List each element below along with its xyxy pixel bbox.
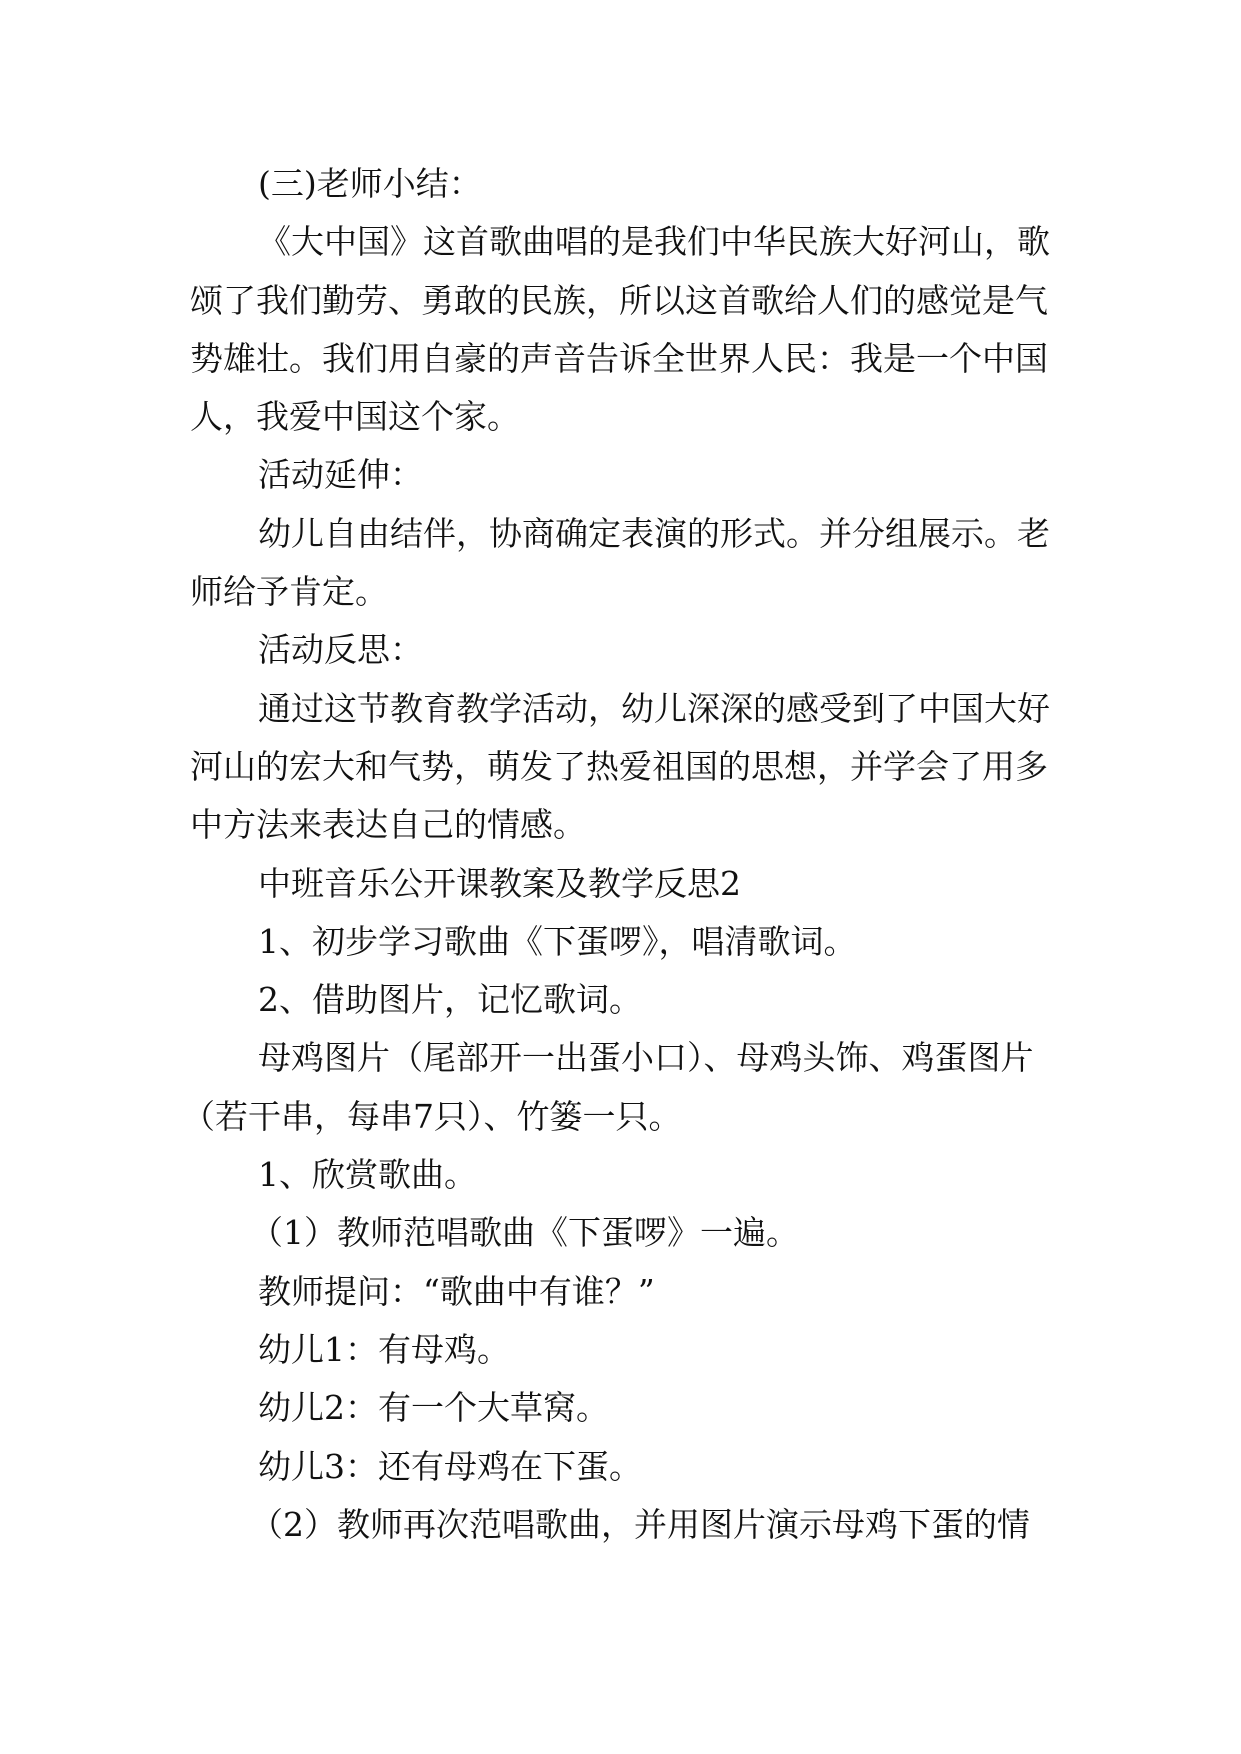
paragraph-line: 师给予肯定。 [190, 572, 388, 612]
goal-item: 2、借助图片，记忆歌词。 [258, 980, 642, 1020]
materials-line: 母鸡图片（尾部开一出蛋小口）、母鸡头饰、鸡蛋图片 [258, 1038, 1034, 1078]
section-title: 中班音乐公开课教案及教学反思2 [258, 863, 741, 903]
paragraph-line: 颂了我们勤劳、勇敢的民族，所以这首歌给人们的感觉是气 [190, 280, 1048, 320]
materials-line: （若干串，每串7只）、竹篓一只。 [182, 1096, 682, 1136]
process-step: 1、欣赏歌曲。 [258, 1155, 477, 1195]
paragraph-line: 势雄壮。我们用自豪的声音告诉全世界人民：我是一个中国 [190, 338, 1048, 378]
goal-item: 1、初步学习歌曲《下蛋啰》，唱清歌词。 [258, 921, 857, 961]
paragraph-line: 幼儿自由结伴，协商确定表演的形式。并分组展示。老 [258, 513, 1050, 553]
dialogue-line: 幼儿3：还有母鸡在下蛋。 [258, 1446, 642, 1486]
paragraph-line: 人，我爱中国这个家。 [190, 397, 520, 437]
subheading-teacher-summary: (三)老师小结： [258, 164, 482, 203]
dialogue-line: 幼儿1：有母鸡。 [258, 1329, 510, 1369]
dialogue-line: 幼儿2：有一个大草窝。 [258, 1388, 609, 1428]
dialogue-line: 教师提问：“歌曲中有谁？” [258, 1271, 655, 1311]
subheading-activity-extension: 活动延伸： [258, 455, 423, 495]
document-body [182, 155, 1054, 1554]
paragraph-line: 《大中国》这首歌曲唱的是我们中华民族大好河山，歌 [258, 222, 1050, 262]
paragraph-line: 通过这节教育教学活动，幼儿深深的感受到了中国大好 [258, 688, 1050, 728]
paragraph-line: 中方法来表达自己的情感。 [190, 805, 586, 845]
process-substep: （2）教师再次范唱歌曲，并用图片演示母鸡下蛋的情 [250, 1504, 1030, 1544]
subheading-activity-reflection: 活动反思： [258, 630, 423, 670]
paragraph-line: 河山的宏大和气势，萌发了热爱祖国的思想，并学会了用多 [190, 746, 1048, 786]
process-substep: （1）教师范唱歌曲《下蛋啰》一遍。 [250, 1213, 799, 1253]
